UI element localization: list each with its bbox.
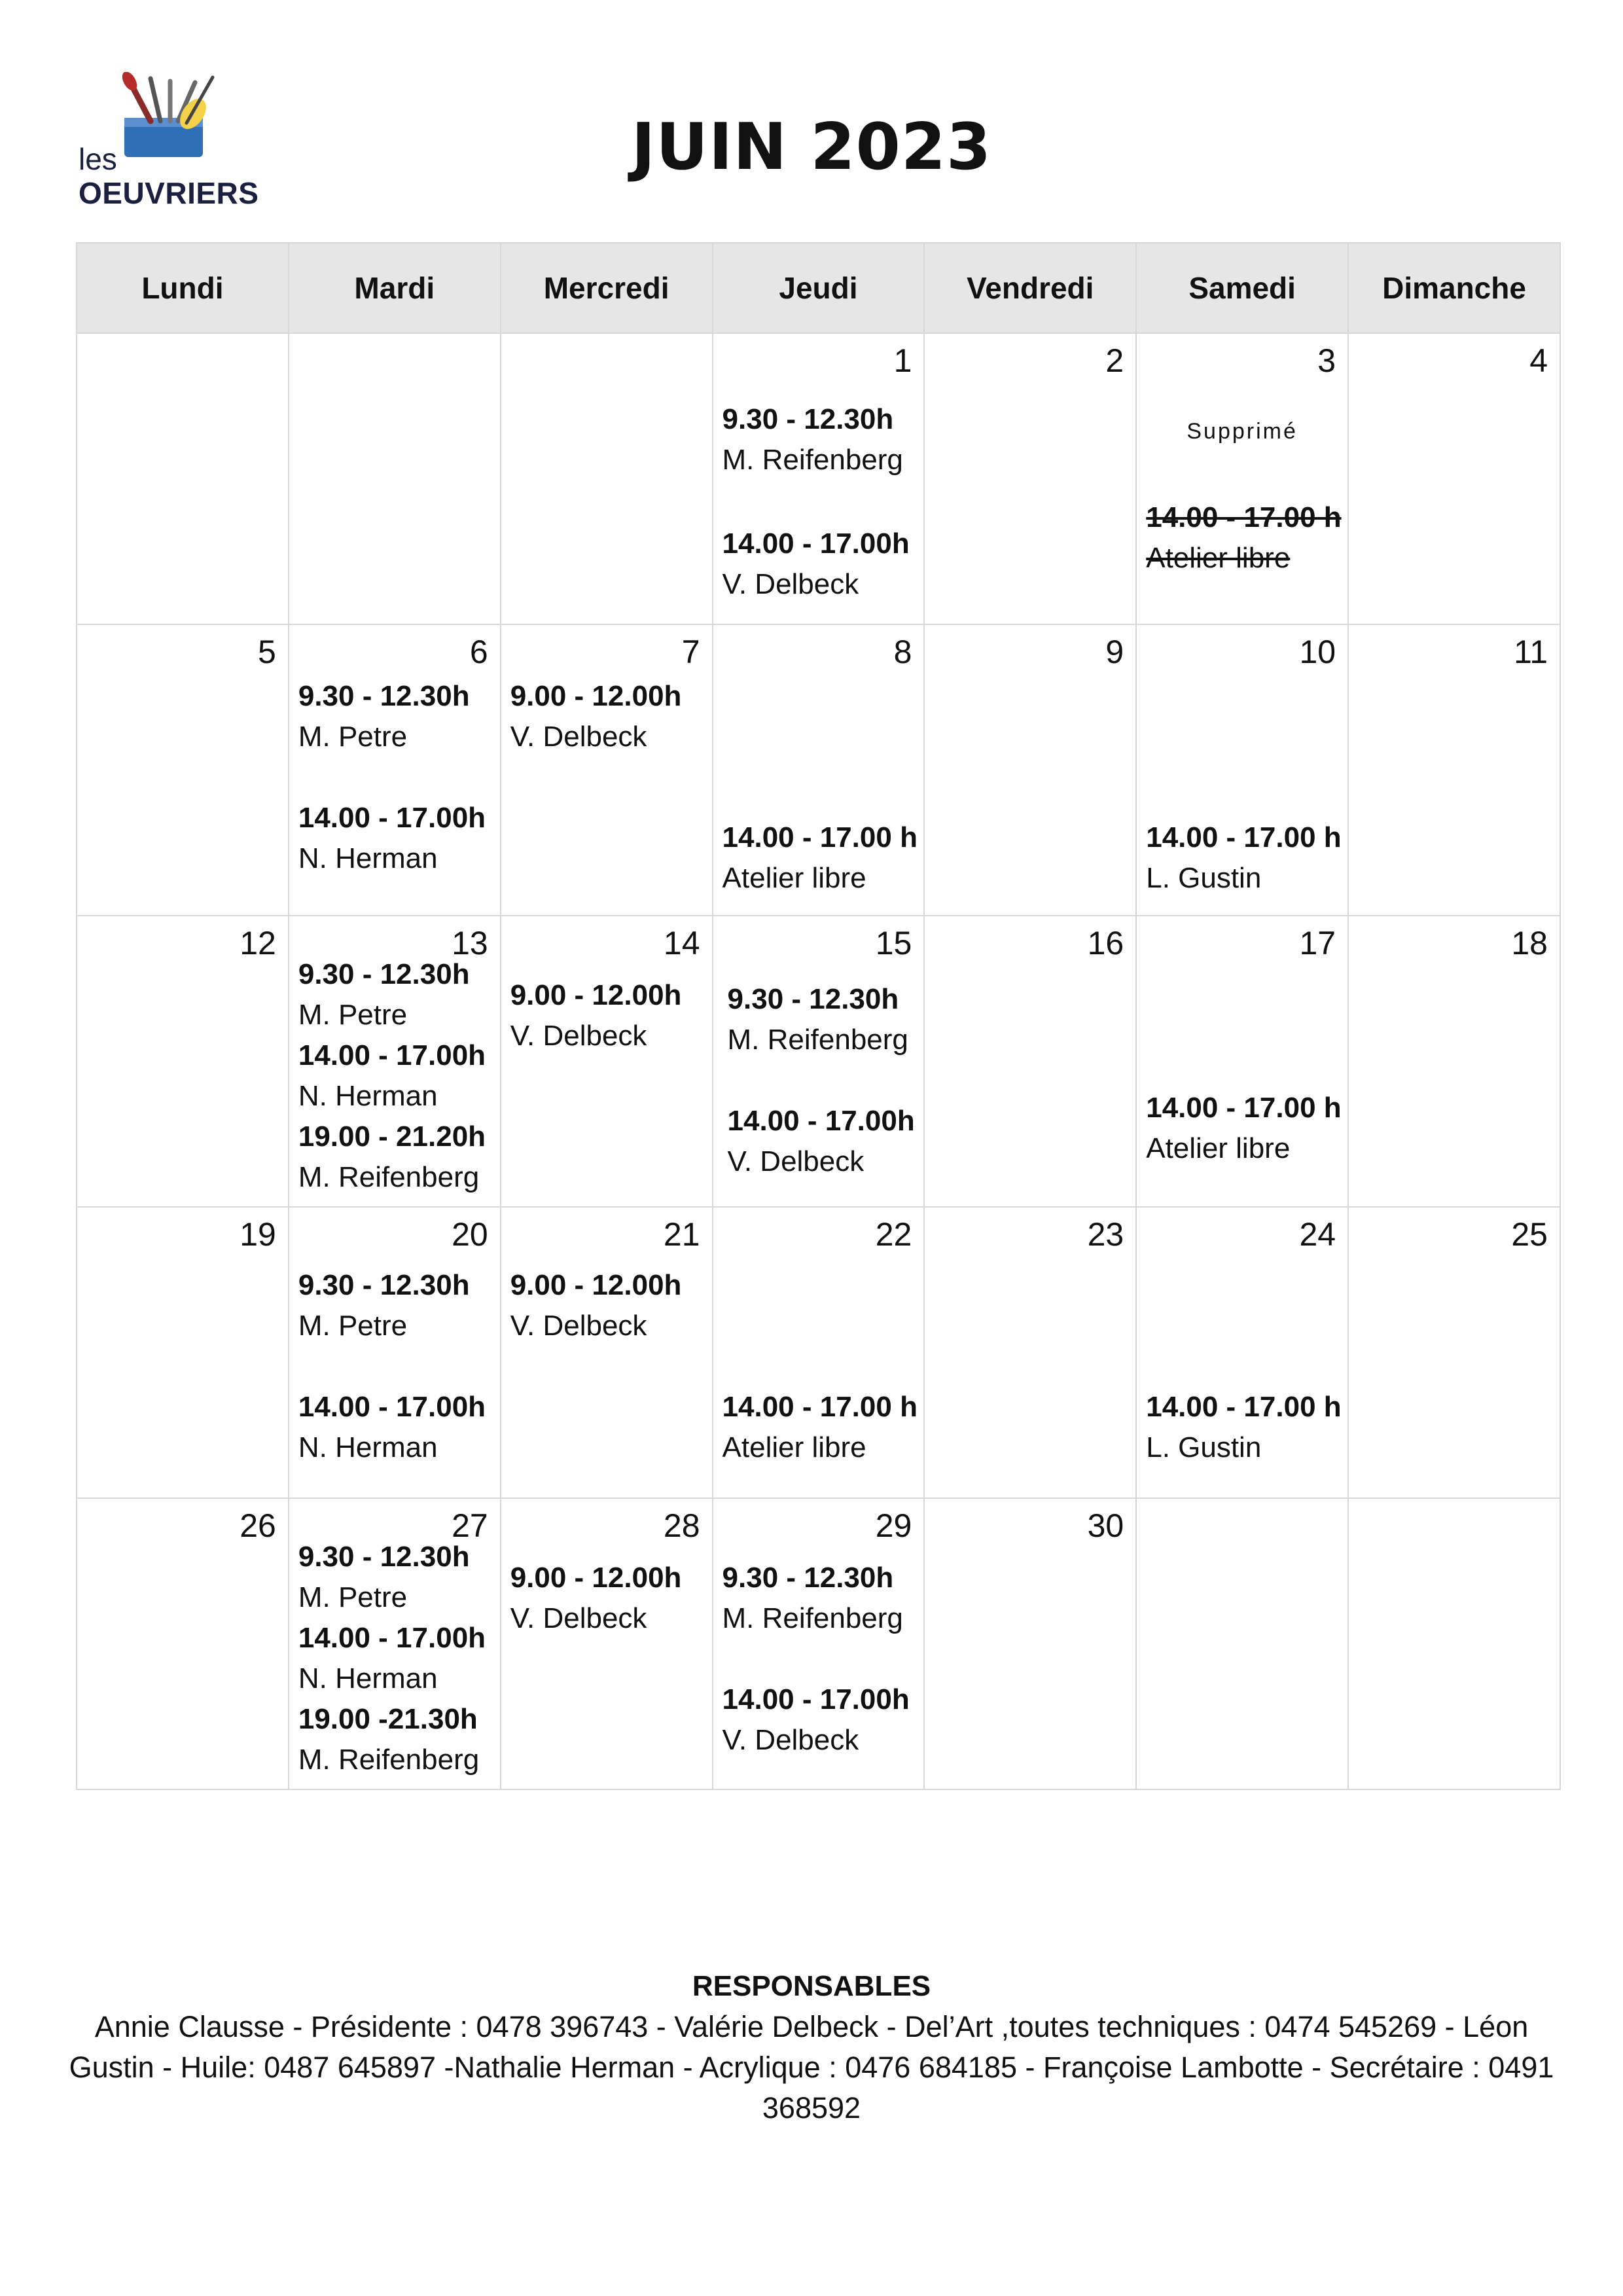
day-cell	[1348, 916, 1560, 1207]
day-number: 4	[1529, 342, 1548, 379]
event-time: 9.30 - 12.30h	[298, 1269, 470, 1301]
day-number: 9	[1105, 634, 1124, 670]
day-cell	[713, 1207, 925, 1498]
event-time: 9.30 - 12.30h	[722, 403, 894, 435]
event-person: M. Reifenberg	[722, 1602, 903, 1634]
day-number: 19	[240, 1216, 276, 1253]
day-cell	[924, 624, 1136, 916]
day-cell	[713, 916, 925, 1207]
event-person: Atelier libre	[1146, 1132, 1291, 1164]
weekday-header: Jeudi	[713, 243, 925, 333]
event-time: 9.00 - 12.00h	[510, 1269, 682, 1301]
day-number: 3	[1317, 342, 1336, 379]
event-person: N. Herman	[298, 1431, 438, 1463]
event-time: 9.00 - 12.00h	[510, 680, 682, 712]
day-cell	[1136, 1207, 1348, 1498]
event-time: 19.00 - 21.20h	[298, 1121, 486, 1153]
day-cell	[1136, 916, 1348, 1207]
day-number: 21	[663, 1216, 700, 1253]
day-cell-empty	[1136, 1498, 1348, 1789]
day-number: 11	[1514, 634, 1548, 670]
day-cell	[924, 333, 1136, 624]
event	[722, 1679, 920, 1761]
calendar-week	[77, 1207, 1560, 1498]
day-number: 1	[893, 342, 912, 379]
day-cell	[1348, 1207, 1560, 1498]
day-cell	[1348, 624, 1560, 916]
day-cell	[713, 333, 925, 624]
event-time: 19.00 -21.30h	[298, 1703, 478, 1735]
weekday-header: Mardi	[289, 243, 501, 333]
event	[510, 975, 708, 1056]
day-cell-empty	[1348, 1498, 1560, 1789]
event-time: 14.00 - 17.00 h	[1146, 1391, 1342, 1423]
event	[722, 817, 920, 899]
event-person: V. Delbeck	[510, 1020, 647, 1052]
day-number: 14	[663, 925, 700, 961]
event-person: M. Reifenberg	[727, 1024, 908, 1056]
event	[1146, 817, 1344, 899]
event	[510, 1558, 708, 1639]
day-number: 15	[875, 925, 912, 961]
day-number: 30	[1087, 1507, 1124, 1544]
event	[722, 1387, 920, 1468]
event-time: 14.00 - 17.00 h	[722, 821, 918, 853]
day-cell	[77, 1498, 289, 1789]
event	[1146, 1088, 1344, 1169]
event-person: M. Petre	[298, 1581, 408, 1613]
event-person: M. Petre	[298, 1310, 408, 1342]
calendar-table	[76, 242, 1561, 1790]
day-cell-empty	[289, 333, 501, 624]
day-number: 10	[1299, 634, 1336, 670]
event	[728, 1101, 920, 1182]
day-cell-empty	[77, 333, 289, 624]
event	[298, 1265, 496, 1346]
event-person: Atelier libre	[722, 862, 866, 894]
day-number: 5	[258, 634, 276, 670]
calendar-week	[77, 333, 1560, 624]
event	[298, 1618, 496, 1699]
event-time: 14.00 - 17.00 h	[722, 1391, 918, 1423]
logo-les: les	[79, 142, 117, 176]
event-person: M. Petre	[298, 721, 408, 753]
day-cell-empty	[501, 333, 713, 624]
event-time: 14.00 - 17.00 h	[1146, 501, 1342, 533]
day-number: 12	[240, 925, 276, 961]
event-person: V. Delbeck	[510, 1310, 647, 1342]
event-person: V. Delbeck	[722, 1724, 859, 1756]
event-person: L. Gustin	[1146, 862, 1262, 894]
weekday-header: Samedi	[1136, 243, 1348, 333]
event	[298, 954, 496, 1035]
event-time: 9.30 - 12.30h	[727, 983, 899, 1015]
event	[510, 676, 708, 757]
weekday-header-row	[77, 243, 1560, 333]
day-number: 27	[452, 1507, 488, 1544]
event-time: 9.30 - 12.30h	[722, 1562, 894, 1594]
event	[298, 798, 496, 879]
footer-contacts: Annie Clausse - Présidente : 0478 396743 - Valérie Delbeck - Del’Art ,toutes techniques : 0474 545269 - Léon Gustin - Huile: 0487 645897 -Nathalie Herman - Acrylique : 0476 684185 - Françoise Lambotte - Secrétaire : 0491 368592	[69, 2010, 1554, 2125]
event	[722, 1558, 920, 1639]
day-number: 25	[1511, 1216, 1548, 1253]
day-number: 26	[240, 1507, 276, 1544]
event-time: 14.00 - 17.00 h	[1146, 1092, 1342, 1124]
day-cell	[713, 1498, 925, 1789]
day-cell	[1136, 624, 1348, 916]
footer-responsables	[39, 1970, 1584, 2128]
cancelled-note: Supprimé	[1186, 419, 1298, 444]
event	[722, 399, 920, 480]
day-number: 13	[452, 925, 488, 961]
day-number: 17	[1299, 925, 1336, 961]
page-title: JUIN 2023	[631, 110, 992, 185]
weekday-header: Dimanche	[1348, 243, 1560, 333]
day-number: 22	[875, 1216, 912, 1253]
event-person: M. Reifenberg	[722, 444, 903, 476]
event-time: 9.30 - 12.30h	[298, 1541, 470, 1573]
calendar-week	[77, 916, 1560, 1207]
event-time: 14.00 - 17.00h	[298, 1039, 486, 1071]
event-time: 14.00 - 17.00h	[298, 1622, 486, 1654]
event-person: Atelier libre	[722, 1431, 866, 1463]
footer-heading: RESPONSABLES	[692, 1970, 931, 2002]
event	[298, 1387, 496, 1468]
day-cell	[1348, 333, 1560, 624]
event	[510, 1265, 708, 1346]
event-time: 14.00 - 17.00h	[722, 528, 910, 560]
event-person: L. Gustin	[1146, 1431, 1262, 1463]
event	[298, 1699, 496, 1780]
calendar-week	[77, 1498, 1560, 1789]
day-number: 6	[469, 634, 488, 670]
event	[298, 1117, 496, 1198]
event-person: N. Herman	[298, 1080, 438, 1112]
day-number: 28	[663, 1507, 700, 1544]
event-cancelled	[1146, 497, 1344, 579]
weekday-header: Lundi	[77, 243, 289, 333]
event-person: M. Reifenberg	[298, 1744, 480, 1776]
event-time: 9.00 - 12.00h	[510, 1562, 682, 1594]
day-number: 23	[1087, 1216, 1124, 1253]
day-cell	[289, 1498, 501, 1789]
day-cell	[924, 1207, 1136, 1498]
day-number: 7	[681, 634, 700, 670]
day-cell	[501, 1498, 713, 1789]
event	[722, 524, 920, 605]
event-time: 14.00 - 17.00h	[298, 802, 486, 834]
day-number: 29	[875, 1507, 912, 1544]
logo-name: OEUVRIERS	[79, 176, 259, 210]
day-cell	[501, 916, 713, 1207]
event-person: Atelier libre	[1146, 542, 1291, 574]
event-person: V. Delbeck	[722, 568, 859, 600]
calendar-week	[77, 624, 1560, 916]
event	[298, 1537, 496, 1618]
event-time: 9.30 - 12.30h	[298, 958, 470, 990]
day-cell	[924, 916, 1136, 1207]
event-person: V. Delbeck	[510, 1602, 647, 1634]
weekday-header: Mercredi	[501, 243, 713, 333]
event-time: 14.00 - 17.00h	[727, 1105, 915, 1137]
day-cell	[924, 1498, 1136, 1789]
event	[728, 979, 920, 1060]
day-number: 20	[452, 1216, 488, 1253]
day-cell	[1136, 333, 1348, 624]
weekday-header: Vendredi	[924, 243, 1136, 333]
event-person: V. Delbeck	[727, 1145, 865, 1177]
day-cell	[77, 916, 289, 1207]
event	[298, 676, 496, 757]
day-number: 2	[1105, 342, 1124, 379]
event-time: 14.00 - 17.00 h	[1146, 821, 1342, 853]
day-cell	[77, 624, 289, 916]
event-time: 9.30 - 12.30h	[298, 680, 470, 712]
day-cell	[501, 624, 713, 916]
event-person: N. Herman	[298, 1662, 438, 1695]
event-time: 14.00 - 17.00h	[722, 1683, 910, 1715]
day-cell	[289, 916, 501, 1207]
event-person: V. Delbeck	[510, 721, 647, 753]
event-person: M. Petre	[298, 999, 408, 1031]
day-cell	[501, 1207, 713, 1498]
day-number: 18	[1511, 925, 1548, 961]
event-person: M. Reifenberg	[298, 1161, 480, 1193]
day-cell	[289, 624, 501, 916]
day-cell	[289, 1207, 501, 1498]
day-cell	[713, 624, 925, 916]
day-number: 8	[893, 634, 912, 670]
event-time: 9.00 - 12.00h	[510, 979, 682, 1011]
event-time: 14.00 - 17.00h	[298, 1391, 486, 1423]
day-cell	[77, 1207, 289, 1498]
event-person: N. Herman	[298, 842, 438, 874]
event	[298, 1035, 496, 1117]
day-number: 16	[1087, 925, 1124, 961]
event	[1146, 1387, 1344, 1468]
day-number: 24	[1299, 1216, 1336, 1253]
